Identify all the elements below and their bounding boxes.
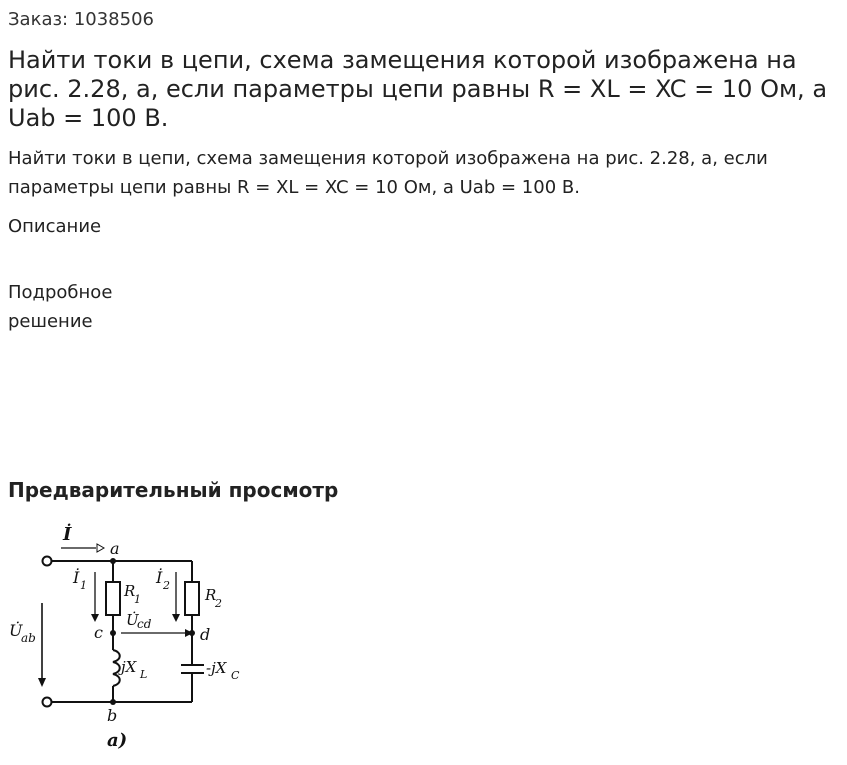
resistor-r1-symbol [106, 582, 120, 615]
label-current-total: İ [63, 524, 72, 545]
preview-title: Предварительный просмотр [8, 478, 339, 502]
label-node-a: a [110, 539, 120, 558]
node-a-dot [110, 558, 116, 564]
label-r1-sub: 1 [134, 593, 141, 606]
label-inductor-sub: L [140, 668, 148, 681]
resistor-r2-symbol [185, 582, 199, 615]
label-voltage-ab: U̇ [9, 621, 23, 640]
label-current-2: İ [156, 568, 163, 587]
label-inductor: jX [121, 658, 137, 676]
node-b-dot [110, 699, 116, 705]
label-voltage-cd: U̇ [126, 611, 139, 629]
label-r1: R [124, 582, 136, 600]
label-capacitor: -jX [206, 659, 227, 677]
label-current-1-sub: 1 [80, 579, 87, 592]
problem-title: Найти токи в цепи, схема замещения которой изображена на рис. 2.28, а, если параметры цепи равны R = XL = XC = 10 Ом, а Uab = 100 В. [8, 46, 828, 132]
label-node-c: c [94, 623, 103, 642]
terminal-b [43, 698, 52, 707]
tab-description[interactable]: Описание [8, 216, 102, 237]
node-c-dot [110, 630, 116, 636]
label-r2-sub: 2 [215, 597, 222, 610]
label-capacitor-sub: C [231, 669, 240, 682]
node-d-dot [189, 630, 195, 636]
label-current-2-sub: 2 [163, 579, 170, 592]
tab-detailed-solution[interactable]: Подробное решение [8, 282, 113, 332]
order-number: Заказ: 1038506 [8, 9, 154, 30]
label-node-b: b [107, 706, 118, 725]
label-node-d: d [200, 625, 211, 644]
figure-caption: a) [107, 730, 128, 751]
terminal-a [43, 557, 52, 566]
label-r2: R [205, 586, 217, 604]
inductor-symbol [113, 650, 120, 686]
label-voltage-ab-sub: ab [21, 631, 36, 645]
circuit-diagram [0, 510, 280, 765]
label-current-1: İ [73, 568, 80, 587]
problem-description: Найти токи в цепи, схема замещения которой изображена на рис. 2.28, а, если параметры цепи равны R = XL = XC = 10 Ом, а Uab = 100 В. [8, 148, 768, 198]
label-voltage-cd-sub: cd [137, 617, 152, 631]
